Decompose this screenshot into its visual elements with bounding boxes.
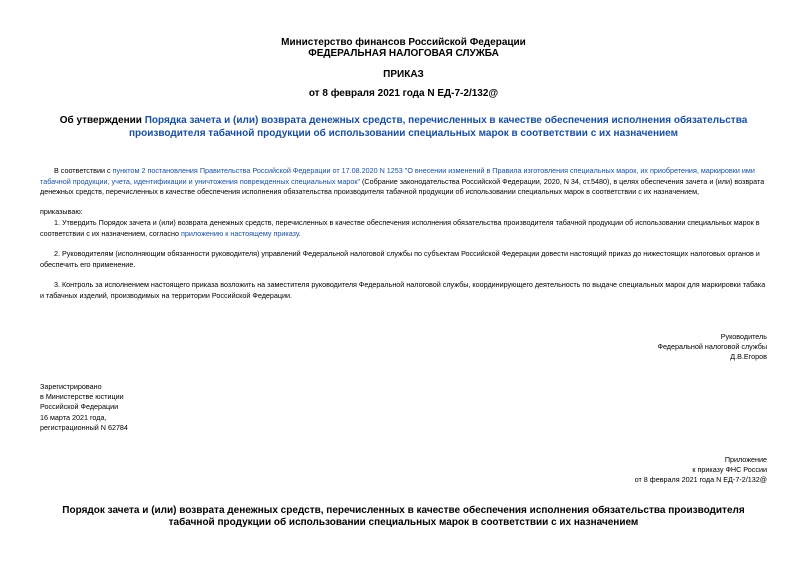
order-item-1	[40, 218, 768, 239]
approval-procedure-link[interactable]: Порядка зачета и (или) возврата денежных средств, перечисленных в качестве обеспечения исполнения обязательства производителя табачной продукции об использовании специальных марок в соответствии с их назначением	[129, 115, 748, 139]
registration-block	[40, 382, 128, 433]
signature-position: Руководитель	[720, 332, 767, 341]
appendix-line-3: от 8 февраля 2021 года N ЕД-7-2/132@	[634, 475, 767, 485]
registration-line-3: Российской Федерации	[40, 402, 119, 412]
order-title: ПРИКАЗ	[383, 69, 424, 80]
registration-line-4: 16 марта 2021 года,	[40, 412, 107, 422]
intro-paragraph	[40, 166, 768, 198]
service-name: ФЕДЕРАЛЬНАЯ НАЛОГОВАЯ СЛУЖБА	[308, 48, 499, 59]
appendix-line-2: к приказу ФНС России	[692, 465, 767, 475]
signature-block	[658, 332, 768, 363]
signature-name: Д.В.Егоров	[730, 352, 767, 362]
order-date-number: от 8 февраля 2021 года N ЕД-7-2/132@	[308, 88, 499, 99]
appendix-link[interactable]: приложению к настоящему приказу	[180, 228, 299, 238]
intro-after-link: (Собрание законодательства Российской Федерации, 2020, N 34, ст.5480), в целях обеспечения зачета и (или) возврата денежных средств, перечисленных в качестве обеспечения исполнения обязательства производителя табачной продукции об использовании специальных марок в соответствии с их назначением,	[40, 176, 765, 197]
approval-prefix: Об утверждении	[59, 115, 145, 126]
procedure-title: Порядок зачета и (или) возврата денежных средств, перечисленных в качестве обеспечения исполнения обязательства производителя табачной продукции об использовании специальных марок в соответствии с их назначением	[62, 505, 745, 528]
appendix-line-1: Приложение	[724, 455, 767, 464]
approval-heading	[40, 114, 767, 140]
registration-line-1: Зарегистрировано	[40, 382, 102, 391]
intro-before-link: В соответствии с	[54, 166, 113, 175]
ministry-name: Министерство финансов Российской Федерации	[281, 37, 526, 48]
registration-line-2: в Министерстве юстиции	[40, 392, 124, 402]
intro-resolution-link[interactable]: пунктом 2 постановления Правительства Российской Федерации от 17.08.2020 N 1253 "О внесении изменений в Правила изготовления специальных марок, их приобретения, маркировки ими табачной продукции, учета, идентификации и уничтожения поврежденных специальных марок"	[40, 166, 755, 186]
prikazyvayu-label: приказываю:	[40, 207, 83, 216]
signature-organization: Федеральной налоговой службы	[657, 342, 767, 352]
registration-line-5: регистрационный N 62784	[40, 422, 128, 432]
item1-end: .	[298, 228, 301, 238]
appendix-block	[635, 455, 767, 486]
item1-text: 1. Утвердить Порядок зачета и (или) возврата денежных средств, перечисленных в качестве обеспечения исполнения обязательства производителя табачной продукции об использовании специальных марок в соответствии с их назначением, согласно	[40, 218, 760, 238]
order-item-3: 3. Контроль за исполнением настоящего приказа возложить на заместителя руководителя Федеральной налоговой службы, координирующего деятельность по выдаче специальных марок для маркировки табака и табачных изделий, производимых на территории Российской Федерации.	[40, 280, 766, 300]
document-header	[0, 37, 807, 59]
order-item-2: 2. Руководителям (исполняющим обязанности руководителя) управлений Федеральной налоговой службы по субъектам Российской Федерации довести настоящий приказ до нижестоящих налоговых органов и обеспечить его применение.	[40, 249, 760, 269]
